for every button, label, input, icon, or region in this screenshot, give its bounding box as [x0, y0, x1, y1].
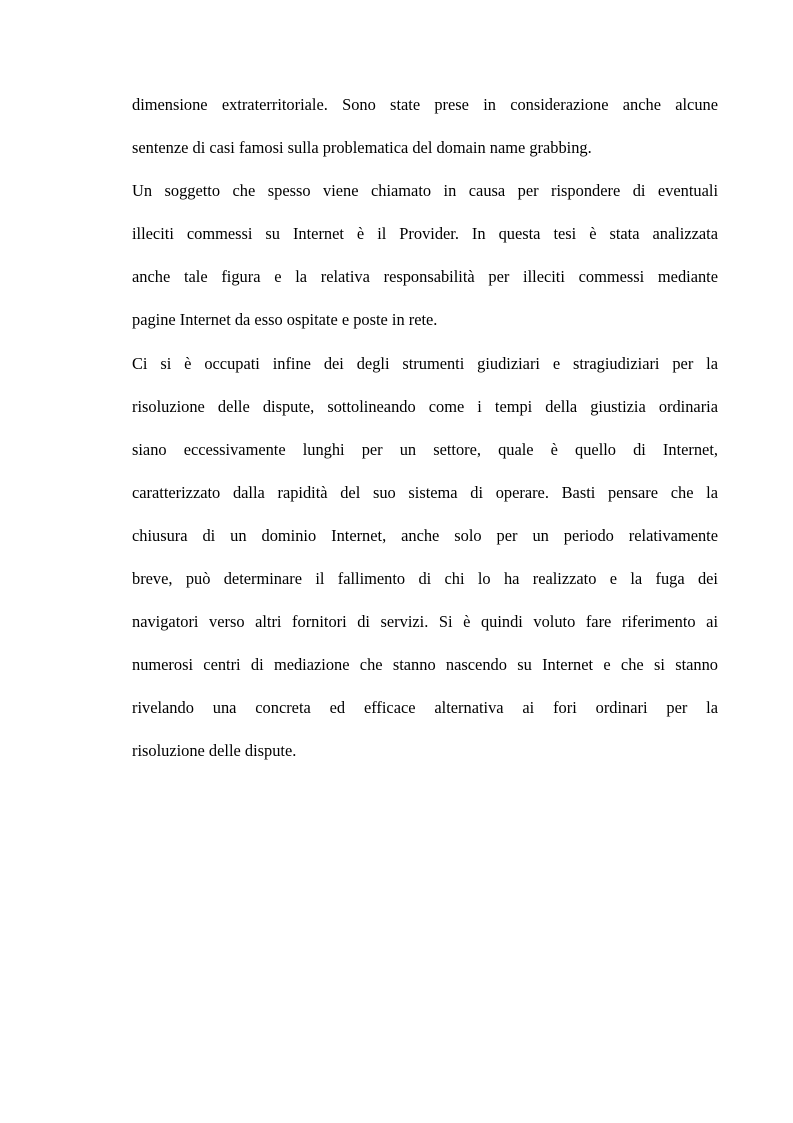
text-line: numerosi centri di mediazione che stanno nascendo su Internet e che si stanno	[132, 655, 718, 675]
text-line: dimensione extraterritoriale. Sono state prese in considerazione anche alcune	[132, 95, 718, 114]
text-line: caratterizzato dalla rapidità del suo sistema di operare. Basti pensare che la	[132, 482, 718, 502]
text-line: illeciti commessi su Internet è il Provider. In questa tesi è stata analizzata	[132, 224, 718, 244]
text-line: Ci si è occupati infine dei degli strumenti giudiziari e stragiudiziari per la	[132, 353, 718, 373]
text-line: Un soggetto che spesso viene chiamato in causa per rispondere di eventuali	[132, 181, 718, 201]
text-line: pagine Internet da esso ospitate e poste in rete.	[132, 310, 438, 330]
body-text	[132, 89, 718, 779]
text-line: risoluzione delle dispute, sottolineando come i tempi della giustizia ordinaria	[132, 396, 718, 416]
text-line: chiusura di un dominio Internet, anche solo per un periodo relativamente	[132, 525, 718, 545]
text-line: sentenze di casi famosi sulla problematica del domain name grabbing.	[132, 138, 592, 158]
text-line: breve, può determinare il fallimento di chi lo ha realizzato e la fuga dei	[132, 569, 718, 589]
text-line: risoluzione delle dispute.	[132, 741, 297, 761]
text-line: anche tale figura e la relativa responsabilità per illeciti commessi mediante	[132, 267, 718, 287]
text-line: navigatori verso altri fornitori di servizi. Si è quindi voluto fare riferimento ai	[132, 612, 718, 632]
text-line: rivelando una concreta ed efficace alternativa ai fori ordinari per la	[132, 698, 718, 718]
text-line: siano eccessivamente lunghi per un settore, quale è quello di Internet,	[132, 439, 718, 459]
